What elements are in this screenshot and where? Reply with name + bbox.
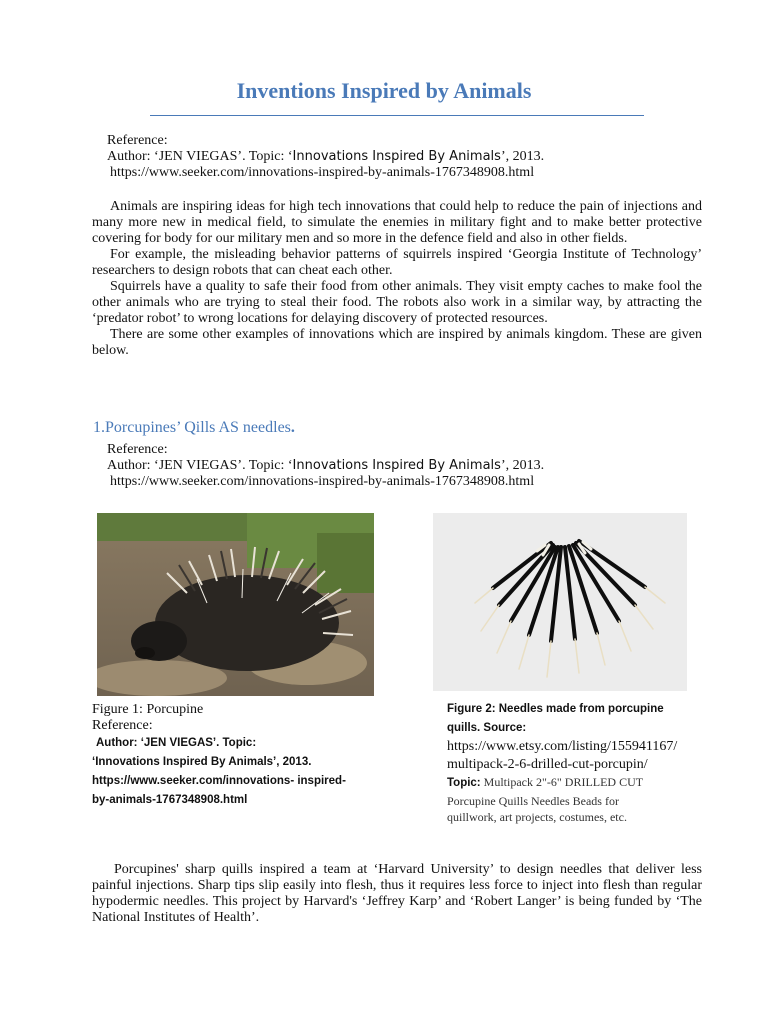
intro-paragraph-3: Squirrels have a quality to safe their food from other animals. They visit empty caches to make fool the other animals who are trying to steal their food. The robots also work in a similar way, by attracting the ‘predator robot’ to wrong locations for delaying discovery of protected resources. [92,279,702,326]
section-heading: 1.Porcupines’ Qills AS needles. [93,419,295,436]
figure-1-caption [92,702,382,810]
porcupine-photo [97,513,374,696]
figure-1-title: Figure 1: Porcupine [92,702,204,717]
intro-paragraph-1: Animals are inspiring ideas for high tech innovations that could help to reduce the pain of injections and many more new in medical field, to simulate the enemies in military fight and to make better protective covering for body for our military men and so more in the defence field and also in other fields. [92,199,702,246]
reference-author: Author: ‘JEN VIEGAS’. Topic: ‘Innovations Inspired By Animals’, 2013. [107,149,545,164]
figure-2-source: quills. Source: [447,722,527,734]
intro-section [92,199,702,359]
reference-url[interactable]: https://www.seeker.com/innovations-inspired-by-animals-1767348908.html [110,165,535,180]
quill-needles-photo [433,513,687,691]
figure-2-caption [447,700,707,825]
closing-paragraph: Porcupines' sharp quills inspired a team at ‘Harvard University’ to design needles that deliver less painful injections. Sharp tips slip easily into flesh, thus it requires less force to inject into flesh than regular hypodermic needles. This project by Harvard's ‘Jeffrey Karp’ and ‘Robert Langer’ is being funded by ‘The National Institutes of Health’. [92,862,702,925]
reference-block [107,133,544,181]
section-reference-author: Author: ‘JEN VIEGAS’. Topic: ‘Innovations Inspired By Animals’, 2013. [107,458,545,473]
page-title: Inventions Inspired by Animals [236,78,532,103]
figure-2-url[interactable]: https://www.etsy.com/listing/155941167/ [447,739,678,754]
section-reference [107,442,544,490]
reference-label: Reference: [107,133,168,148]
section-reference-url[interactable]: https://www.seeker.com/innovations-inspired-by-animals-1767348908.html [110,474,535,489]
intro-paragraph-4: There are some other examples of innovations which are inspired by animals kingdom. These are given below. [92,327,702,358]
figure-2-title: Figure 2: Needles made from porcupine [447,703,664,715]
title-underline [150,115,644,116]
figure-2-topic: Topic: Multipack 2"-6" DRILLED CUT [447,775,644,789]
figure-2-url-continued[interactable]: multipack-2-6-drilled-cut-porcupin/ [447,757,648,772]
figure-1-topic: ‘Innovations Inspired By Animals’, 2013. [92,756,312,768]
intro-paragraph-2: For example, the misleading behavior patterns of squirrels inspired ‘Georgia Institute of Technology’ researchers to design robots that can cheat each other. [92,247,702,278]
figure-1-author: Author: ‘JEN VIEGAS’. Topic: [96,737,257,749]
figure-1-url[interactable]: https://www.seeker.com/innovations- inspired- [92,775,346,787]
figure-1-url-continued[interactable]: by-animals-1767348908.html [92,794,248,806]
figure-2-topic-line-2: Porcupine Quills Needles Beads for [447,794,619,808]
figure-2-topic-line-3: quillwork, art projects, costumes, etc. [447,810,627,824]
section-reference-label: Reference: [107,442,168,457]
figure-1-reference-label: Reference: [92,718,153,733]
